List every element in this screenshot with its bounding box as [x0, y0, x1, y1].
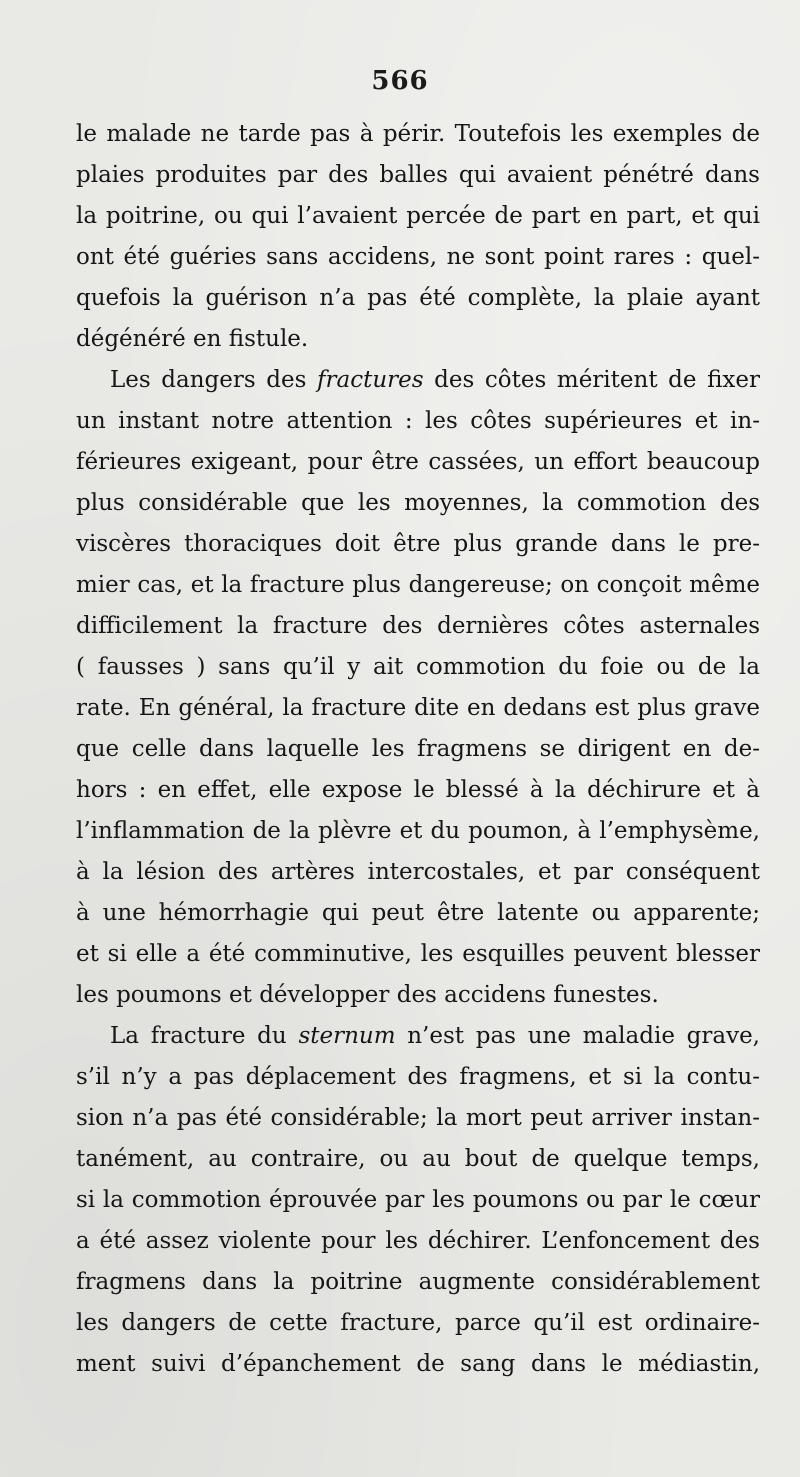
text-line: les dangers de cette fracture, parce qu’il est ordinaire- — [76, 1310, 760, 1336]
text-line: un instant notre attention : les côtes supérieures et in- — [76, 408, 760, 434]
body-text — [76, 114, 760, 1385]
text-line: hors : en effet, elle expose le blessé à la déchirure et à — [76, 777, 760, 803]
paragraph-first-line: La fracture du sternum n’est pas une maladie grave, — [110, 1023, 760, 1049]
text-line: férieures exigeant, pour être cassées, un effort beaucoup — [76, 449, 760, 475]
text-line: et si elle a été comminutive, les esquilles peuvent blesser — [76, 941, 760, 967]
text-line: si la commotion éprouvée par les poumons ou par le cœur — [76, 1187, 760, 1213]
text-line: rate. En général, la fracture dite en dedans est plus grave — [76, 695, 760, 721]
text-line: l’inflammation de la plèvre et du poumon, à l’emphysème, — [76, 818, 760, 844]
text-line: plaies produites par des balles qui avaient pénétré dans — [76, 162, 760, 188]
text-line: à une hémorrhagie qui peut être latente ou apparente; — [76, 900, 760, 926]
text-line: tanément, au contraire, ou au bout de quelque temps, — [76, 1146, 760, 1172]
text-line: le malade ne tarde pas à périr. Toutefois les exemples de — [76, 121, 760, 147]
text-line: plus considérable que les moyennes, la commotion des — [76, 490, 760, 516]
text-line: sion n’a pas été considérable; la mort peut arriver instan- — [76, 1105, 760, 1131]
text-line: ont été guéries sans accidens, ne sont point rares : quel- — [76, 244, 760, 270]
text-line: à la lésion des artères intercostales, et par conséquent — [76, 859, 760, 885]
text-line: dégénéré en fistule. — [76, 326, 309, 352]
text-line: difficilement la fracture des dernières côtes asternales — [76, 613, 760, 639]
text-line: fragmens dans la poitrine augmente considérablement — [76, 1269, 760, 1295]
text-line: s’il n’y a pas déplacement des fragmens, et si la contu- — [76, 1064, 760, 1090]
text-line: la poitrine, ou qui l’avaient percée de part en part, et qui — [76, 203, 760, 229]
text-line: que celle dans laquelle les fragmens se dirigent en de- — [76, 736, 760, 762]
text-line: viscères thoraciques doit être plus grande dans le pre- — [76, 531, 760, 557]
text-line: ment suivi d’épanchement de sang dans le médiastin, — [76, 1351, 760, 1377]
text-line: mier cas, et la fracture plus dangereuse; on conçoit même — [76, 572, 760, 598]
page-number: 566 — [371, 66, 429, 96]
text-line: a été assez violente pour les déchirer. L’enfoncement des — [76, 1228, 760, 1254]
text-line: les poumons et développer des accidens funestes. — [76, 982, 659, 1008]
text-line: quefois la guérison n’a pas été complète, la plaie ayant — [76, 285, 760, 311]
text-line: ( fausses ) sans qu’il y ait commotion du foie ou de la — [76, 654, 760, 680]
paragraph-first-line: Les dangers des fractures des côtes méritent de fixer — [110, 367, 761, 393]
